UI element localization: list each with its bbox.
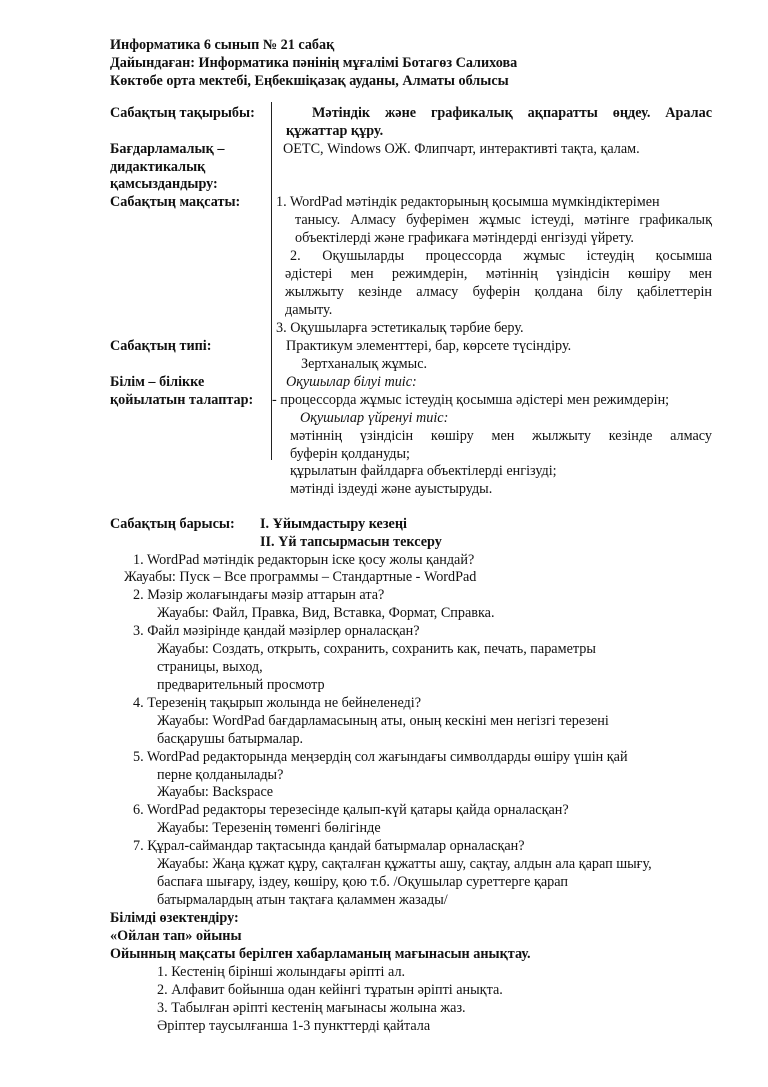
goal-line: әдістері мен режимдерін, мәтіннің үзіндісін көшіру мен [285,266,712,282]
requirements-label-1: Білім – білікке [110,374,205,390]
answer-line: Жауабы: Пуск – Все программы – Стандартные - WordPad [124,569,477,585]
question-item: 3. Файл мәзірінде қандай мәзірлер орналасқан? [133,623,420,639]
topic-label: Сабақтың тақырыбы: [110,105,255,121]
game-step: 1. Кестенің бірінші жолындағы әріпті ал. [157,964,406,980]
answer-line: Жауабы: Backspace [157,784,274,800]
learn-item: буферін қолдануды; [290,446,410,462]
question-item: 6. WordPad редакторы терезесінде қалып-күй қатары қайда орналасқан? [133,802,569,818]
type-value-1: Практикум элементтері, бар, көрсете түсіндіру. [286,338,572,354]
goal-line: объектілерді және графикаға мәтіндерді енгізуді үйрету. [295,230,634,246]
type-label: Сабақтың типі: [110,338,212,354]
header-line-3: Көктөбе орта мектебі, Еңбекшіқазақ ауданы, Алматы облысы [110,73,509,89]
know-title: Оқушылар білуі тиіс: [286,374,417,390]
game-goal: Ойынның мақсаты берілген хабарламаның мағынасын анықтау. [110,946,531,962]
goal-line: дамыту. [285,302,333,318]
learn-title: Оқушылар үйренуі тиіс: [300,410,449,426]
stage-1-title: I. Ұйымдастыру кезеңі [260,516,407,532]
answer-line: Жауабы: Файл, Правка, Вид, Вставка, Формат, Справка. [157,605,495,621]
learn-item: мәтіннің үзіндісін көшіру мен жылжыту кезінде алмасу [290,428,712,444]
question-item: 4. Терезенің тақырып жолында не бейнеленеді? [133,695,422,711]
answer-line: страницы, выход, [157,659,263,675]
goal-line: 3. Оқушыларға эстетикалық тәрбие беру. [276,320,524,336]
game-step: Әріптер таусылғанша 1-3 пункттерді қайтала [157,1018,431,1034]
software-label-3: қамсыздандыру: [110,176,218,192]
progress-label: Сабақтың барысы: [110,516,235,532]
answer-line: Жауабы: Терезенің төменгі бөлігінде [157,820,381,836]
goal-line: 2. Оқушыларды процессорда жұмыс істеудің қосымша [290,248,712,264]
topic-value-1: Мәтіндік және графикалық ақпаратты өңдеу. Аралас [312,105,712,121]
software-label-2: дидактикалық [110,159,206,175]
answer-line: Жауабы: Жаңа құжат құру, сақталған құжатты ашу, сақтау, алдын ала қарап шығу, [157,856,652,872]
answer-line: баспаға шығару, іздеу, көшіру, қою т.б. /Оқушылар суреттерге қарап [157,874,568,890]
learn-item: құрылатын файлдарға объектілерді енгізуді; [290,463,557,479]
question-item: 7. Құрал-саймандар тақтасында қандай батырмалар орналасқан? [133,838,525,854]
stage-2-title: II. Үй тапсырмасын тексеру [260,534,442,550]
goals-label: Сабақтың мақсаты: [110,194,241,210]
header-line-1: Информатика 6 сынып № 21 сабақ [110,37,335,53]
answer-line: Жауабы: WordPad бағдарламасының аты, оның кескіні мен негізгі терезені [157,713,609,729]
answer-line: Жауабы: Создать, открыть, сохранить, сохранить как, печать, параметры [157,641,596,657]
answer-line: перне қолданылады? [157,767,284,783]
goal-line: танысу. Алмасу буферімен жұмыс істеуді, мәтінге графикалық [295,212,712,228]
game-title: «Ойлан тап» ойыны [110,928,242,944]
software-value: ОЕТС, Windows ОЖ. Флипчарт, интерактивті тақта, қалам. [283,141,640,157]
software-label-1: Бағдарламалық – [110,141,225,157]
question-item: 2. Мәзір жолағындағы мәзір аттарын ата? [133,587,385,603]
know-item: - процессорда жұмыс істеудің қосымша әдістері мен режимдерін; [272,392,670,408]
header-line-2: Дайындаған: Информатика пәнінің мұғалімі Ботагөз Салихова [110,55,518,71]
question-item: 1. WordPad мәтіндік редакторын іске қосу жолы қандай? [133,552,475,568]
topic-value-2: құжаттар құру. [286,123,384,139]
goal-line: жылжыту кезінде алмасу буферін қолдана білу қабілеттерін [285,284,712,300]
type-value-2: Зертханалық жұмыс. [301,356,428,372]
learn-item: мәтінді іздеуді және ауыстыруды. [290,481,493,497]
answer-line: предварительный просмотр [157,677,325,693]
game-step: 3. Табылған әріпті кестенің мағынасы жолына жаз. [157,1000,466,1016]
answer-line: басқарушы батырмалар. [157,731,304,747]
requirements-label-2: қойылатын талаптар: [110,392,254,408]
goal-line: 1. WordPad мәтіндік редакторының қосымша мүмкіндіктерімен [276,194,660,210]
answer-line: батырмалардың атын тақтаға қаламмен жазады/ [157,892,448,908]
question-item: 5. WordPad редакторында меңзердің сол жағындағы символдарды өшіру үшін қай [133,749,628,765]
game-step: 2. Алфавит бойынша одан кейінгі тұратын әріпті анықта. [157,982,503,998]
deepen-title: Білімді өзектендіру: [110,910,239,926]
